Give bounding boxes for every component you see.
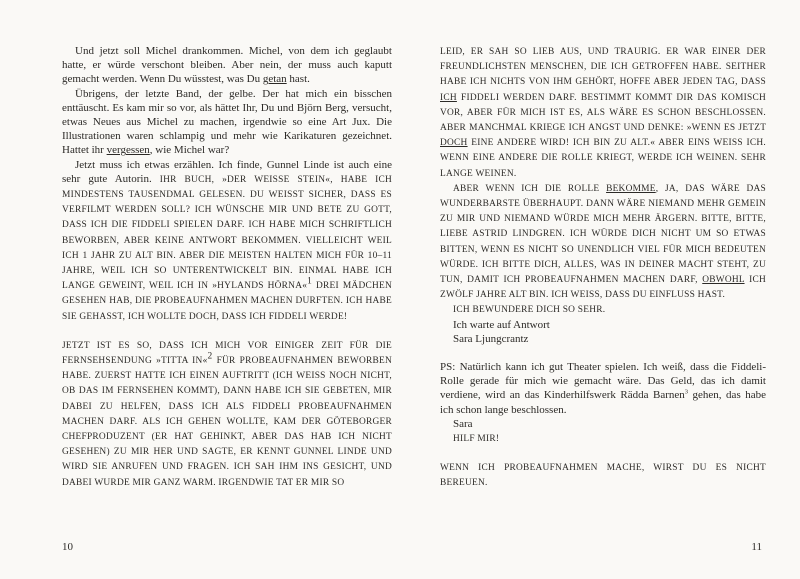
- footnote-marker: 1: [307, 276, 313, 287]
- text-segment: ICH ZWÖLF JAHRE ALT BIN. ICH WEISS, DASS DU EINFLUSS HAST.: [440, 275, 766, 301]
- text-segment: hast.: [286, 73, 310, 86]
- paragraph: [440, 417, 766, 431]
- text-segment: gehen, das habe ich schon lange beschlossen.: [440, 389, 766, 416]
- page-number-right: 11: [751, 541, 762, 553]
- text-segment: vergessen: [106, 144, 150, 157]
- text-segment: Sara: [453, 417, 473, 430]
- paragraph: [440, 318, 766, 332]
- paragraph: [440, 44, 766, 181]
- text-segment: DOCH: [440, 138, 468, 149]
- text-segment: FÜR PROBEAUFNAHMEN BEWORBEN HABE. ZUERST HATTE ICH EINEN AUFTRITT (ICH WEISS NOCH NICHT, OB DAS IM FERNSEHEN KOMMT), DANN HABE ICH SIE GEBETEN, MIR DABEI ZU HELFEN, DASS ICH ALS FIDDELI PROBEAUFNAHMEN MACHEN DARF. ALS ICH GEHEN WOLLTE, KAM DER GÖTEBORGER CHEFPRODUZENT (ER HAT GEHINKT, ABER DAS HAB ICH NICHT GESEHEN) ZU MIR HER UND SAGTE, ER KENNT GUNNEL LINDE UND WIRD SIE ANRUFEN UND FRAGEN. ICH SAH IHM INS GESICHT, UND DABEI WURDE MIR GANZ WARM. IRGENDWIE TAT ER MIR SO: [62, 356, 392, 488]
- paragraph: [62, 338, 392, 490]
- text-segment: Übrigens, der letzte Band, der gelbe. Der hat mich ein bisschen enttäuscht. Es kam mir so vor, als hättet Ihr, Du und Björn Berg, versucht, etwas Neues aus Michel zu machen, irgendwie so eine Art Jux. Die Illustrationen waren schlampig und mehr wie Karikaturen gezeichnet. Hattet ihr: [62, 87, 392, 157]
- paragraph: [440, 360, 766, 417]
- text-segment: PS: Natürlich kann ich gut Theater spielen. Ich weiß, dass die Fiddeli-Rolle gerade für mich wie gemacht wäre. Das Geld, das ich damit verdiene, wird an das Kinderhilfswerk Rädda Barnen: [440, 361, 766, 402]
- text-segment: EINE ANDERE WIRD! ICH BIN ZU ALT.« ABER EINS WEISS ICH. WENN EINE ANDERE DIE ROLLE KRIEGT, WERDE ICH WEINEN. SEHR LANGE WEINEN.: [440, 138, 766, 179]
- page-number-left: 10: [62, 541, 73, 553]
- text-segment: BEKOMME: [606, 183, 656, 194]
- footnote-marker: 2: [207, 351, 213, 362]
- text-segment: ABER WENN ICH DIE ROLLE: [453, 183, 607, 194]
- text-segment: FIDDELI WERDEN DARF. BESTIMMT KOMMT DIR DAS KOMISCH VOR, ABER FÜR MICH IST ES, ALS WÄRE ES SCHON BESCHLOSSEN. ABER MANCHMAL KRIEGE ICH ANGST UND DENKE: »WENN ES JETZT: [440, 92, 766, 134]
- paragraph: [440, 332, 766, 346]
- paragraph: [62, 87, 392, 158]
- footnote-marker: 3: [684, 388, 689, 396]
- paragraph: [62, 158, 392, 324]
- text-segment: Ich warte auf Antwort: [453, 318, 550, 331]
- paragraph: [440, 181, 766, 303]
- paragraph: [440, 460, 766, 490]
- right-page-text: [440, 44, 766, 491]
- text-segment: , wie Michel war?: [149, 144, 230, 157]
- text-segment: , JA, DAS WÄRE DAS WUNDERBARSTE ÜBERHAUPT. DANN WÄRE NIEMAND MEHR GEMEIN ZU MIR UND NIEMAND WÜRDE MICH MEHR ÄRGERN. BITTE, BITTE, LIEBE ASTRID LINDGREN. ICH WÜRDE DICH NICHT UM SO ETWAS BITTEN, WENN ES NICHT SO UNENDLICH VIEL FÜR MICH BEDEUTEN WÜRDE. ICH BITTE DICH, ALLES, WAS IN DEINER MACHT STEHT, ZU TUN, DAMIT ICH PROBEAUFNAHMEN MACHEN DARF,: [440, 183, 766, 286]
- text-segment: HILF MIR!: [453, 434, 500, 445]
- paragraph: [62, 44, 392, 87]
- text-segment: LEID, ER SAH SO LIEB AUS, UND TRAURIG. ER WAR EINER DER FREUNDLICHSTEN MENSCHEN, DIE ICH GETROFFEN HABE. SEITHER HABE ICH NICHTS VON IHM GEHÖRT, HOFFE ABER JEDEN TAG, DASS: [440, 47, 766, 88]
- text-segment: OBWOHL: [702, 275, 745, 286]
- left-page-text: [62, 44, 392, 490]
- text-segment: ICH: [440, 92, 457, 103]
- text-segment: getan: [262, 73, 287, 86]
- paragraph: [440, 302, 766, 317]
- text-segment: Und jetzt soll Michel drankommen. Michel, von dem ich geglaubt hatte, er würde verschont bleiben. Aber nein, der muss auch kaputt gemacht werden. Wenn Du wüsstest, was Du: [62, 45, 392, 86]
- text-segment: DREI MÄDCHEN GESEHEN HAB, DIE PROBEAUFNAHMEN MACHEN DURFTEN. ICH HABE SIE GEHASST, ICH WOLLTE DOCH, DASS ICH FIDDELI WERDE!: [62, 281, 392, 322]
- text-segment: JETZT IST ES SO, DASS ICH MICH VOR EINIGER ZEIT FÜR DIE FERNSEHSENDUNG »TITTA IN«: [62, 340, 392, 367]
- text-segment: Sara Ljungcrantz: [453, 332, 529, 345]
- text-segment: ICH BEWUNDERE DICH SO SEHR.: [453, 305, 606, 316]
- text-segment: IHR BUCH, »DER WEISSE STEIN«, HABE ICH MINDESTENS TAUSENDMAL GELESEN. DU WEISST SICHER, DASS ES VERFILMT WERDEN SOLL? ICH WÜNSCHE MIR UND BETE ZU GOTT, DASS ICH DIE FIDDELI SPIELEN DARF. ICH HABE MICH SCHRIFTLICH BEWORBEN, ABER KEINE ANTWORT BEKOMMEN. VIELLEICHT WEIL ICH 1 JAHR ZU ALT BIN. ABER DIE MEISTEN HALTEN MICH FÜR 10–11 JAHRE, WEIL ICH SO UNTERENTWICKELT BIN. EINMAL HABE ICH LANGE GEWEINT, WEIL ICH IN »HYLANDS HÖRNA«: [62, 174, 392, 292]
- paragraph: [440, 431, 766, 446]
- text-segment: Jetzt muss ich etwas erzählen. Ich finde, Gunnel Linde ist auch eine sehr gute Autorin.: [62, 158, 392, 185]
- text-segment: WENN ICH PROBEAUFNAHMEN MACHE, WIRST DU ES NICHT BEREUEN.: [440, 463, 766, 489]
